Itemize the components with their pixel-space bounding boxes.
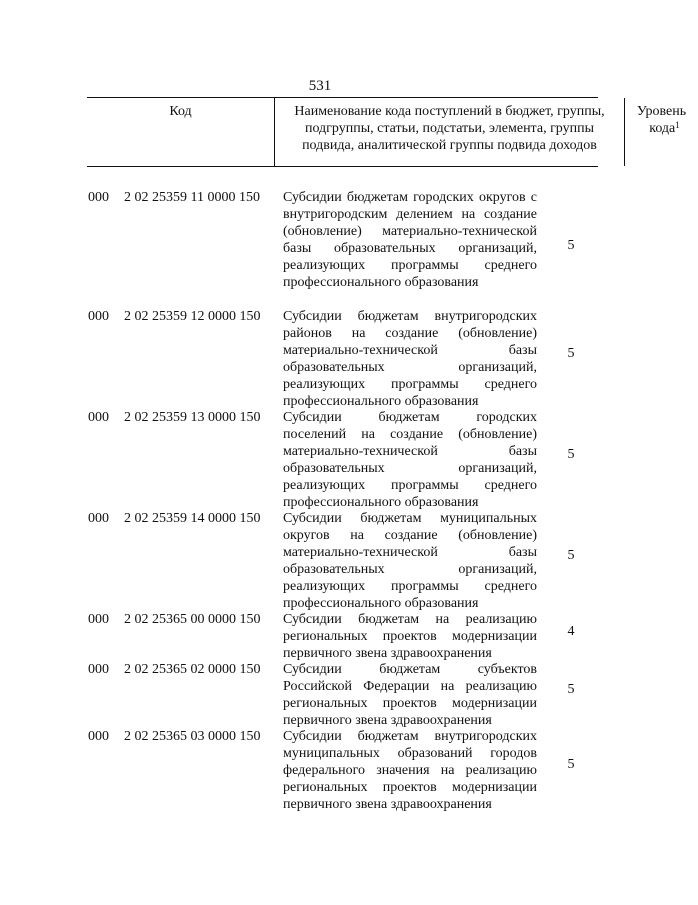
row-level: 5 xyxy=(567,548,575,563)
row-name: Субсидии бюджетам муниципальных округов на создание (обновление) материально-технической базы образовательных организаций, реализующих программы среднего профессионального образования xyxy=(283,511,537,611)
table-header xyxy=(87,97,687,167)
row-budget-code: 2 02 25359 13 0000 150 xyxy=(124,410,261,425)
header-level-line1: Уровень xyxy=(636,104,687,119)
row-admin-code: 000 xyxy=(88,662,109,677)
header-level-line2 xyxy=(625,120,698,137)
row-budget-code: 2 02 25365 02 0000 150 xyxy=(124,662,261,677)
row-budget-code: 2 02 25359 11 0000 150 xyxy=(124,190,260,205)
row-level: 5 xyxy=(567,238,575,253)
row-admin-code: 000 xyxy=(88,511,109,526)
row-admin-code: 000 xyxy=(88,410,109,425)
row-budget-code: 2 02 25365 03 0000 150 xyxy=(124,729,261,744)
row-name: Субсидии бюджетам субъектов Российской Федерации на реализацию региональных проектов модернизации первичного звена здравоохранения xyxy=(283,662,537,728)
header-level-word: кода xyxy=(649,121,676,136)
row-name: Субсидии бюджетам внутригородских районов на создание (обновление) материально-технической базы образовательных организаций, реализующих программы среднего профессионального образования xyxy=(283,309,537,409)
header-level-footnote: 1 xyxy=(675,120,680,130)
header-code: Код xyxy=(169,104,192,119)
row-level: 5 xyxy=(567,757,575,772)
row-name: Субсидии бюджетам городских поселений на создание (обновление) материально-технической базы образовательных организаций, реализующих программы среднего профессионального образования xyxy=(283,410,537,510)
row-level: 4 xyxy=(567,624,575,639)
header-level xyxy=(625,98,698,166)
row-level: 5 xyxy=(567,346,575,361)
row-name: Субсидии бюджетам на реализацию региональных проектов модернизации первичного звена здравоохранения xyxy=(283,612,537,661)
row-admin-code: 000 xyxy=(88,612,109,627)
row-admin-code: 000 xyxy=(88,309,109,324)
page-number: 531 xyxy=(308,78,332,94)
row-level: 5 xyxy=(567,447,575,462)
row-admin-code: 000 xyxy=(88,729,109,744)
row-budget-code: 2 02 25359 14 0000 150 xyxy=(124,511,261,526)
row-name: Субсидии бюджетам городских округов с внутригородским делением на создание (обновление) материально-технической базы образовательных организаций, реализующих программы среднего профессионального образования xyxy=(283,190,537,290)
row-budget-code: 2 02 25359 12 0000 150 xyxy=(124,309,261,324)
row-admin-code: 000 xyxy=(88,190,109,205)
row-level: 5 xyxy=(567,682,575,697)
header-name: Наименование кода поступлений в бюджет, группы, подгруппы, статьи, подстатьи, элемента, группы подвида, аналитической группы подвида доходов xyxy=(274,98,625,166)
row-budget-code: 2 02 25365 00 0000 150 xyxy=(124,612,261,627)
row-name: Субсидии бюджетам внутригородских муниципальных образований городов федерального значения на реализацию региональных проектов модернизации первичного звена здравоохранения xyxy=(283,729,537,812)
